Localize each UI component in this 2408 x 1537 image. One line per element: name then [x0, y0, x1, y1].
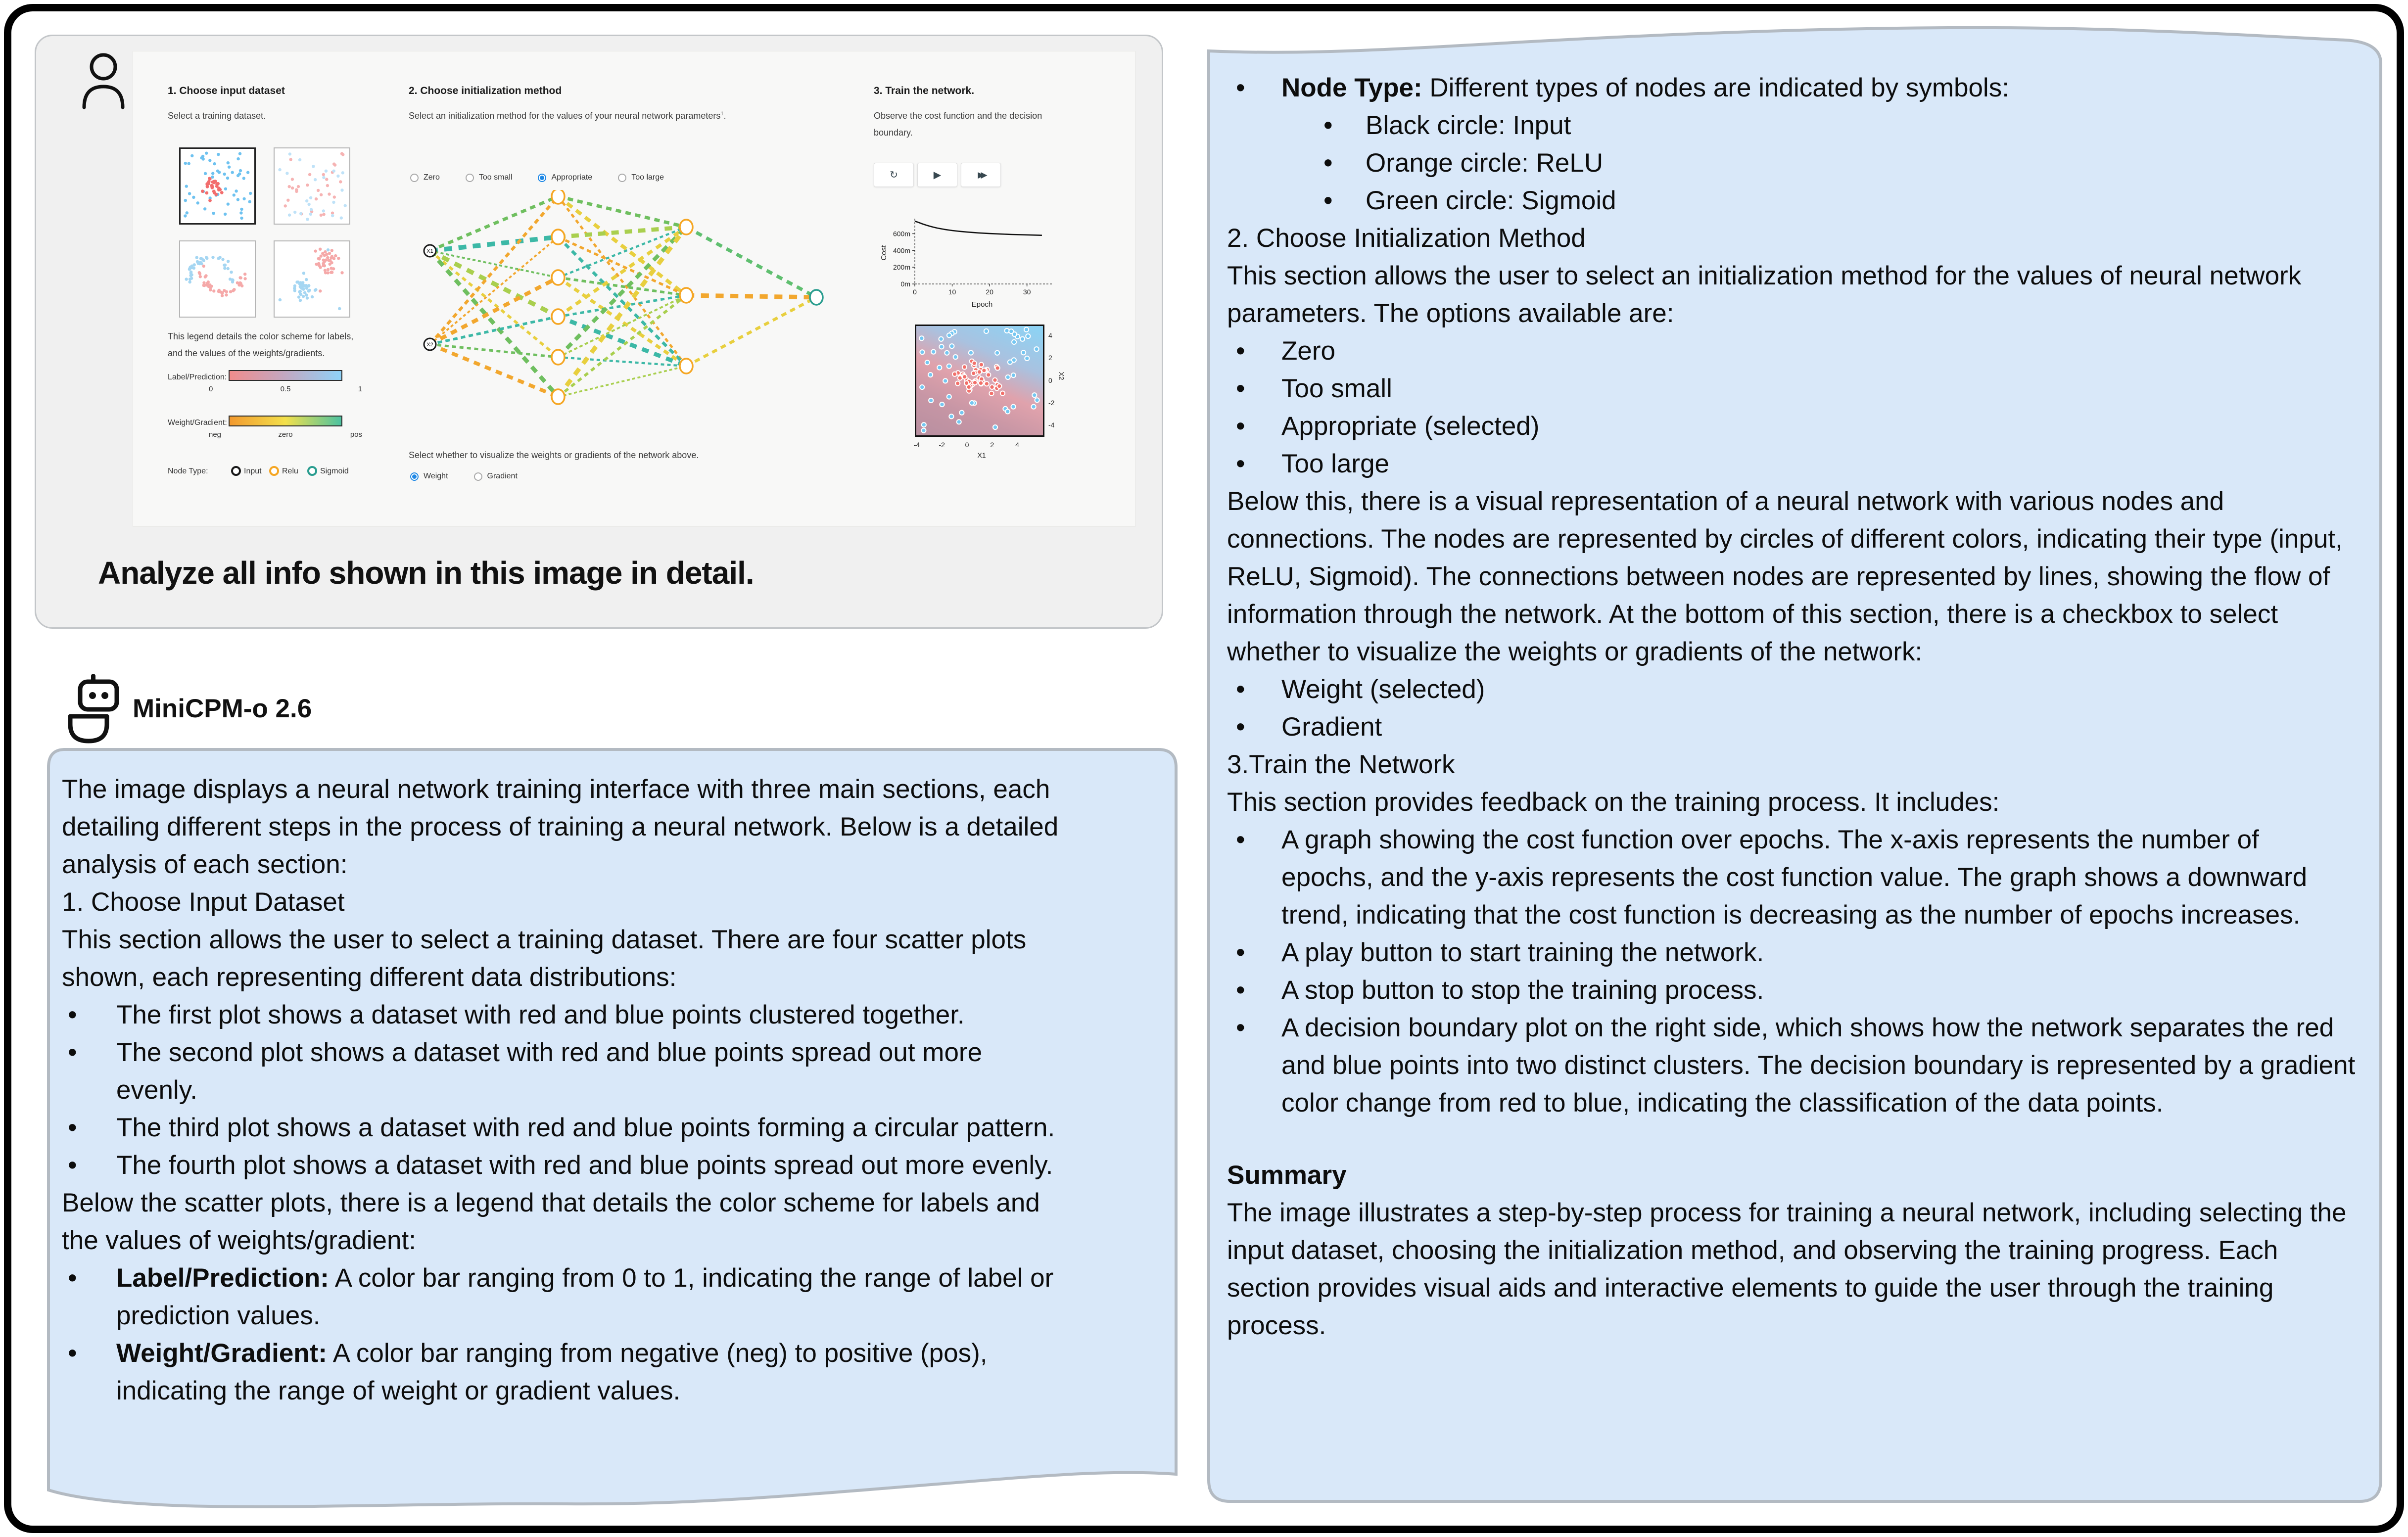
svg-text:Cost: Cost — [880, 245, 888, 261]
decision-x-tick: -4 — [913, 441, 920, 449]
response-line: Below this, there is a visual representation of a neural network with various nodes and connections. The nodes are represented by circles of different colors, indicating their type (input, ReLU, Sigmoid). The connections between nodes are represented by lines, showing the flow of information through the network. At the bottom of this section, there is a checkbox to select whether to visualize the weights or gradients of the network: — [1227, 487, 2343, 666]
svg-text:400m: 400m — [893, 246, 910, 255]
user-message-card — [35, 35, 1163, 629]
robot-icon — [65, 673, 122, 747]
colorbar-tick: zero — [278, 430, 293, 439]
sigmoid-node-icon — [307, 466, 317, 476]
svg-text:X1: X1 — [426, 248, 433, 254]
bullet-icon: • — [68, 1263, 77, 1293]
model-name: MiniCPM-o 2.6 — [133, 694, 312, 723]
colorbar-tick: 0 — [209, 385, 213, 393]
response-line: • A stop button to stop the training process. — [1227, 972, 2356, 1009]
relu-node-icon — [269, 466, 279, 476]
radio-label: Zero — [424, 173, 440, 182]
response-line: • Weight (selected) — [1227, 671, 2356, 708]
bullet-icon: • — [1236, 449, 1245, 478]
response-line: • Orange circle: ReLU — [1227, 144, 2356, 182]
node-type-item-label: Sigmoid — [320, 467, 349, 475]
bullet-icon: • — [1323, 186, 1333, 215]
response-line: This section allows the user to select a training dataset. There are four scatter plots shown, each representing different data distributions: — [62, 925, 1027, 992]
viz-radiogroup — [410, 472, 543, 481]
embedded-screenshot — [133, 51, 1135, 527]
radio-label: Too large — [631, 173, 664, 182]
response-line: The image displays a neural network training interface with three main sections, each detailing different steps in the process of training a neural network. Below is a detailed analysis of each section: — [62, 775, 1059, 879]
svg-text:Epoch: Epoch — [971, 300, 993, 309]
reset-icon: ↻ — [890, 170, 898, 181]
decision-ylabel: X2 — [1057, 372, 1066, 380]
init-option-zero[interactable] — [410, 173, 440, 182]
radio-icon[interactable] — [474, 472, 482, 481]
response-line: • The first plot shows a dataset with red and blue points clustered together. — [62, 996, 1064, 1034]
radio-icon[interactable] — [410, 472, 419, 481]
response-line: • Too small — [1227, 370, 2356, 408]
decision-x-tick: 4 — [1015, 441, 1019, 449]
response-line: 1. Choose Input Dataset — [62, 887, 345, 917]
section2-title: 2. Choose initialization method — [409, 85, 562, 96]
section1-title: 1. Choose input dataset — [168, 85, 285, 96]
weight-gradient-label: Weight/Gradient: — [168, 419, 227, 427]
response-line: • The fourth plot shows a dataset with red and blue points spread out more evenly. — [62, 1147, 1064, 1184]
fast-forward-button[interactable] — [961, 163, 1001, 187]
bullet-icon: • — [1236, 976, 1245, 1005]
legend-note-line2: and the values of the weights/gradients. — [168, 348, 325, 358]
bold-prefix: Weight/Gradient: — [116, 1339, 327, 1368]
reset-button[interactable] — [874, 163, 914, 187]
bullet-icon: • — [68, 1113, 77, 1142]
node-type-item-label: Relu — [282, 467, 298, 475]
response-line: • Green circle: Sigmoid — [1227, 182, 2356, 220]
init-option-too-small[interactable] — [466, 173, 513, 182]
response-bubble-right — [1207, 24, 2382, 1505]
radio-icon[interactable] — [410, 174, 419, 182]
decision-y-tick: 4 — [1048, 331, 1052, 339]
dataset-plot-4[interactable] — [274, 240, 350, 318]
radio-label: Gradient — [487, 472, 518, 480]
decision-y-tick: -2 — [1048, 398, 1055, 407]
bullet-icon: • — [68, 1151, 77, 1180]
response-text-right — [1227, 69, 2356, 1345]
decision-x-tick: 2 — [990, 441, 994, 449]
node-type-item-label: Input — [244, 467, 262, 475]
response-line: 2. Choose Initialization Method — [1227, 224, 1586, 253]
decision-x-tick: -2 — [939, 441, 945, 449]
legend-note-line1: This legend details the color scheme for labels, — [168, 331, 354, 341]
bullet-icon: • — [1236, 374, 1245, 403]
svg-text:20: 20 — [986, 288, 993, 296]
radio-label: Appropriate — [551, 173, 593, 182]
dataset-plot-2[interactable] — [274, 147, 350, 225]
viz-option-weight[interactable] — [410, 472, 448, 481]
bullet-icon: • — [68, 1339, 77, 1368]
radio-icon[interactable] — [466, 174, 474, 182]
radio-icon[interactable] — [618, 174, 626, 182]
colorbar-tick: pos — [350, 430, 362, 439]
play-button[interactable] — [917, 163, 957, 187]
user-prompt: Analyze all info shown in this image in detail. — [98, 555, 754, 591]
response-line: • Label/Prediction: A color bar ranging from 0 to 1, indicating the range of label or prediction values. — [62, 1259, 1064, 1335]
bullet-icon: • — [1323, 111, 1333, 140]
response-line: • Too large — [1227, 445, 2356, 483]
radio-label: Weight — [424, 472, 448, 480]
response-line: • Black circle: Input — [1227, 107, 2356, 144]
response-line: This section provides feedback on the training process. It includes: — [1227, 788, 2000, 817]
bullet-icon: • — [68, 1000, 77, 1029]
svg-text:200m: 200m — [893, 263, 910, 272]
response-line: • The second plot shows a dataset with red and blue points spread out more evenly. — [62, 1034, 1064, 1109]
radio-label: Too small — [478, 173, 513, 182]
dataset-plot-3[interactable] — [179, 240, 256, 318]
response-line: Below the scatter plots, there is a legend that details the color scheme for labels and the values of weights/gradient: — [62, 1188, 1040, 1255]
response-line: • Weight/Gradient: A color bar ranging from negative (neg) to positive (pos), indicating the range of weight or gradient values. — [62, 1335, 1064, 1410]
section3-subtitle-line1: Observe the cost function and the decision — [874, 111, 1042, 121]
response-bubble-left — [47, 748, 1178, 1512]
cost-chart — [875, 206, 1058, 310]
label-prediction-colorbar — [229, 370, 342, 381]
response-line: 3.Train the Network — [1227, 750, 1455, 779]
response-line: • A decision boundary plot on the right side, which shows how the network separates the red and blue points into two distinct clusters. The decision boundary is represented by a gradient color change from red to blue, indicating the classification of the data points. — [1227, 1009, 2356, 1122]
dataset-plot-1[interactable] — [179, 147, 256, 225]
svg-text:10: 10 — [948, 288, 956, 296]
response-line: • A graph showing the cost function over epochs. The x-axis represents the number of epochs, and the y-axis represents the cost function value. The graph shows a downward trend, indicating that the cost function is decreasing as the number of epochs increases. — [1227, 821, 2356, 934]
viz-note: Select whether to visualize the weights or gradients of the network above. — [409, 450, 699, 460]
decision-boundary-plot — [915, 325, 1044, 437]
colorbar-tick: neg — [209, 430, 222, 439]
svg-text:600m: 600m — [893, 230, 910, 238]
response-line: • The third plot shows a dataset with red and blue points forming a circular pattern. — [62, 1109, 1064, 1147]
network-visualization — [400, 190, 846, 427]
bullet-icon: • — [1236, 712, 1245, 742]
bullet-icon: • — [1236, 825, 1245, 854]
response-line: Summary — [1227, 1161, 1347, 1190]
svg-text:X2: X2 — [426, 342, 433, 348]
bullet-icon: • — [1236, 938, 1245, 967]
bullet-icon: • — [1236, 1013, 1245, 1042]
bullet-icon: • — [1236, 73, 1245, 102]
viz-option-gradient[interactable] — [474, 472, 518, 481]
decision-xlabel: X1 — [977, 451, 986, 459]
response-line: • A play button to start training the network. — [1227, 934, 2356, 972]
decision-x-tick: 0 — [965, 441, 969, 449]
section2-subtitle-tail: . — [723, 111, 726, 121]
section3-subtitle-line2: boundary. — [874, 128, 913, 138]
node-type-label: Node Type: — [168, 467, 208, 475]
bullet-icon: • — [1236, 336, 1245, 366]
section3-title: 3. Train the network. — [874, 85, 975, 96]
response-line: • Zero — [1227, 332, 2356, 370]
play-icon: ▶ — [933, 170, 942, 181]
spacer — [1227, 1122, 2356, 1157]
response-text-left — [62, 771, 1064, 1410]
response-line: • Gradient — [1227, 708, 2356, 746]
bullet-icon: • — [1236, 412, 1245, 441]
bold-prefix: Node Type: — [1281, 73, 1422, 102]
bold-prefix: Label/Prediction: — [116, 1263, 329, 1293]
user-avatar-icon — [80, 51, 127, 113]
section1-subtitle: Select a training dataset. — [168, 111, 266, 121]
init-option-too-large[interactable] — [618, 173, 664, 182]
decision-y-tick: 2 — [1048, 354, 1052, 362]
svg-text:0m: 0m — [900, 280, 910, 288]
colorbar-tick: 0.5 — [280, 385, 291, 393]
bullet-icon: • — [1236, 675, 1245, 704]
svg-text:0: 0 — [913, 288, 917, 296]
section2-subtitle-sup: 1 — [720, 111, 724, 117]
colorbar-tick: 1 — [358, 385, 362, 393]
svg-text:30: 30 — [1023, 288, 1031, 296]
label-prediction-label: Label/Prediction: — [168, 373, 227, 381]
radio-icon[interactable] — [538, 174, 546, 182]
response-line: • Node Type: Different types of nodes are indicated by symbols: — [1227, 69, 2356, 107]
decision-y-tick: -4 — [1048, 421, 1055, 429]
weight-gradient-colorbar — [229, 416, 342, 426]
section2-subtitle — [409, 111, 726, 121]
bullet-icon: • — [1323, 148, 1333, 178]
fast-forward-icon: ▶▶ — [978, 170, 984, 180]
response-line: This section allows the user to select an initialization method for the values of neural network parameters. The options available are: — [1227, 261, 2302, 328]
input-node-icon — [231, 466, 241, 476]
response-line: • Appropriate (selected) — [1227, 408, 2356, 445]
section2-subtitle-main: Select an initialization method for the values of your neural network parameters — [409, 111, 721, 121]
init-method-radiogroup — [410, 173, 690, 182]
response-line: The image illustrates a step-by-step process for training a neural network, including selecting the input dataset, choosing the initialization method, and observing the training progress. Each section provides visual aids and interactive elements to guide the user through the training process. — [1227, 1198, 2347, 1340]
bullet-icon: • — [68, 1038, 77, 1067]
init-option-appropriate[interactable] — [538, 173, 592, 182]
decision-y-tick: 0 — [1048, 376, 1052, 384]
